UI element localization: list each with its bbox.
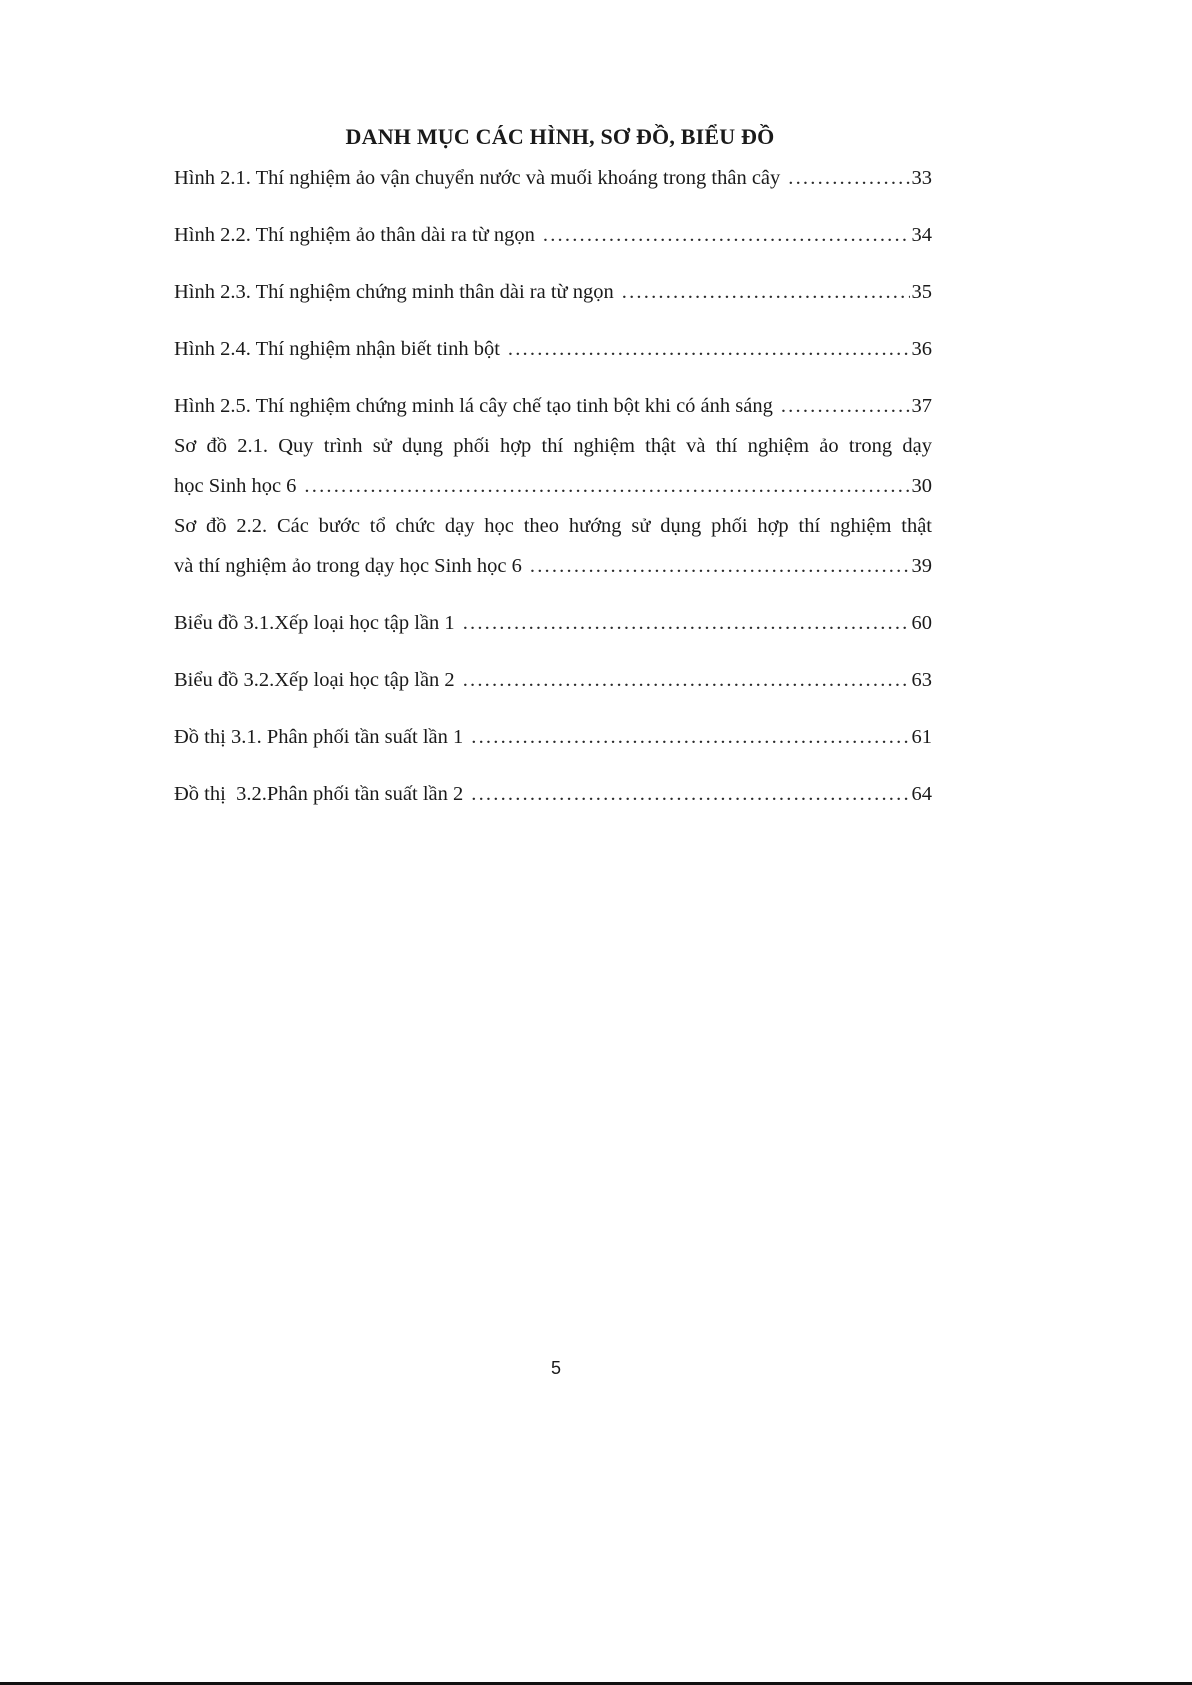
list-item — [174, 329, 932, 369]
leader-dots — [543, 215, 910, 255]
entry-text: Hình 2.5. Thí nghiệm chứng minh lá cây chế tạo tinh bột khi có ánh sáng — [174, 395, 773, 417]
entry-text: Đồ thị 3.1. Phân phối tần suất lần 1 — [174, 726, 464, 748]
list-item — [174, 774, 932, 814]
entry-page-number: 35 — [911, 281, 932, 303]
entry-page-number: 33 — [911, 167, 932, 189]
list-item — [174, 272, 932, 312]
entry-text-line1: Sơ đồ 2.1. Quy trình sử dụng phối hợp thí nghiệm thật và thí nghiệm ảo trong dạy — [174, 435, 932, 457]
page-title: DANH MỤC CÁC HÌNH, SƠ ĐỒ, BIỂU ĐỒ — [345, 124, 775, 149]
leader-dots — [471, 774, 909, 814]
leader-dots — [463, 660, 910, 700]
entry-text: và thí nghiệm ảo trong dạy học Sinh học 6 — [174, 555, 522, 577]
leader-dots — [781, 386, 910, 426]
list-item — [174, 603, 932, 643]
entry-page-number: 64 — [911, 783, 932, 805]
entry-page-number: 34 — [911, 224, 932, 246]
leader-dots — [463, 603, 910, 643]
entry-page-number: 60 — [911, 612, 932, 634]
entry-text-line1: Sơ đồ 2.2. Các bước tổ chức dạy học theo hướng sử dụng phối hợp thí nghiệm thật — [174, 515, 932, 537]
leader-dots — [471, 717, 909, 757]
entry-page-number: 36 — [911, 338, 932, 360]
leader-dots — [788, 158, 909, 198]
figure-list — [174, 158, 932, 814]
list-item — [174, 717, 932, 757]
list-item — [174, 158, 932, 198]
entry-text: Biểu đồ 3.2.Xếp loại học tập lần 2 — [174, 669, 455, 691]
list-item — [174, 426, 932, 506]
list-item — [174, 386, 932, 426]
entry-page-number: 30 — [911, 475, 932, 497]
entry-text: Hình 2.2. Thí nghiệm ảo thân dài ra từ ngọn — [174, 224, 535, 246]
entry-text: Đồ thị 3.2.Phân phối tần suất lần 2 — [174, 783, 464, 805]
list-item — [174, 215, 932, 255]
list-item — [174, 660, 932, 700]
page-number: 5 — [550, 1358, 561, 1378]
entry-page-number: 39 — [911, 555, 932, 577]
entry-page-number: 61 — [911, 726, 932, 748]
entry-page-number: 63 — [911, 669, 932, 691]
entry-page-number: 37 — [911, 395, 932, 417]
list-item — [174, 506, 932, 586]
entry-text: học Sinh học 6 — [174, 475, 297, 497]
leader-dots — [508, 329, 910, 369]
entry-text: Hình 2.4. Thí nghiệm nhận biết tinh bột — [174, 338, 500, 360]
entry-text: Biểu đồ 3.1.Xếp loại học tập lần 1 — [174, 612, 455, 634]
leader-dots — [622, 272, 910, 312]
entry-text: Hình 2.1. Thí nghiệm ảo vận chuyển nước và muối khoáng trong thân cây — [174, 167, 781, 189]
entry-text: Hình 2.3. Thí nghiệm chứng minh thân dài ra từ ngọn — [174, 281, 614, 303]
leader-dots — [304, 466, 909, 506]
leader-dots — [530, 546, 910, 586]
